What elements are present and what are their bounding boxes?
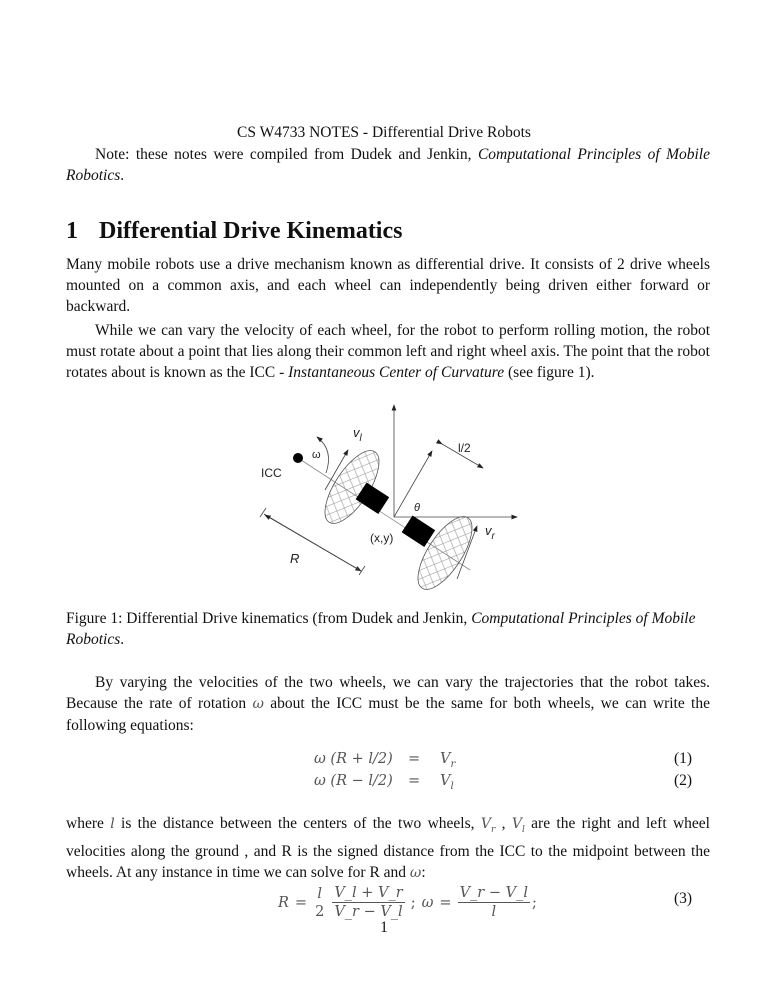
- equation-2-lhs: ω (R − l/2): [314, 773, 393, 789]
- vr-label: $v_r$: [485, 523, 495, 542]
- eq3-half-fraction: l 2: [315, 885, 325, 920]
- section-number: 1: [66, 218, 78, 244]
- eq3-end: ;: [531, 894, 537, 911]
- document-title: CS W4733 NOTES - Differential Drive Robots: [237, 124, 531, 141]
- l-symbol: l: [110, 816, 115, 832]
- r-label: R: [290, 551, 300, 566]
- omega-label: ω: [312, 449, 321, 461]
- omega-symbol: ω: [409, 864, 422, 881]
- caption-end: .: [120, 631, 125, 648]
- paragraph-intro: Many mobile robots use a drive mechanism known as differential drive. It consists of 2 drive wheels mounted on a common axis, and each wheel can independently being driven either forward or backward.: [66, 256, 710, 315]
- vl-label: $v_l$: [353, 425, 362, 444]
- eq3-r: R: [278, 894, 289, 911]
- xy-label: (x,y): [370, 531, 394, 545]
- eq3-equals: =: [294, 894, 308, 911]
- equation-1-rhs: $V_r$: [440, 751, 456, 770]
- eq3-separator: ;: [410, 894, 416, 911]
- eq3-velocity-fraction: $\frac{V\_l + V\_r}{V\_r - V\_l}$: [334, 885, 403, 920]
- equation-2-number: (2): [674, 772, 693, 789]
- icc-label: ICC: [261, 466, 282, 480]
- book-title: Computational Principles of Mobile Robotics: [66, 146, 710, 184]
- section-title: Differential Drive Kinematics: [99, 218, 403, 244]
- note-text: Note: these notes were compiled from Dudek and Jenkin,: [95, 146, 478, 163]
- vr-symbol: $V_r$: [480, 816, 496, 835]
- half-l-label: l/2: [458, 441, 471, 455]
- paragraph-rotation: [66, 672, 710, 736]
- equation-3: [278, 884, 537, 921]
- caption-book-title: Computational Principles of Mobile Robotics: [66, 610, 696, 648]
- para3-end: about the ICC must be the same for both wheels, we can write the following equations:: [66, 695, 710, 734]
- caption-text: Figure 1: Differential Drive kinematics (from Dudek and Jenkin,: [66, 610, 472, 627]
- equation-2-rhs: $V_l$: [440, 773, 454, 792]
- figure-caption: [66, 608, 710, 650]
- eq3-omega-fraction: $\frac{V\_r - V\_l}{l}$: [459, 885, 528, 920]
- omega-symbol: ω: [252, 696, 264, 712]
- paragraph-definitions: where l is the distance between the centers of the two wheels, $V_r$ , $V_l$ are the right and left wheel velocities along the ground , and R is the signed distance from the ICC to the midpoint between the wheels. At any instance in time we can solve for R and ω:: [66, 815, 710, 881]
- icc-term: Instantaneous Center of Curvature: [288, 364, 505, 381]
- note-end: .: [120, 167, 125, 184]
- para3-text: By varying the velocities of the two wheels, we can vary the trajectories that the robot takes. Because the rate of rotation: [66, 674, 710, 712]
- equation-1-lhs: ω (R + l/2): [314, 751, 393, 767]
- page-number: 1: [380, 919, 388, 936]
- eq3-omega: ω: [421, 894, 434, 911]
- eq3-equals-2: =: [439, 894, 452, 911]
- vl-symbol: $V_l$: [511, 816, 525, 835]
- equation-3-number: (3): [674, 890, 693, 907]
- equation-2-equals: =: [408, 773, 421, 789]
- equation-1-equals: =: [408, 751, 421, 767]
- para2-end: (see figure 1).: [504, 364, 595, 381]
- theta-label: θ: [414, 502, 420, 514]
- equation-1-number: (1): [674, 750, 693, 767]
- para2-text: While we can vary the velocity of each wheel, for the robot to perform rolling motion, the robot must rotate about a point that lies along their common left and right wheel axis. The point that the robot rotates about is known as the ICC -: [66, 322, 710, 381]
